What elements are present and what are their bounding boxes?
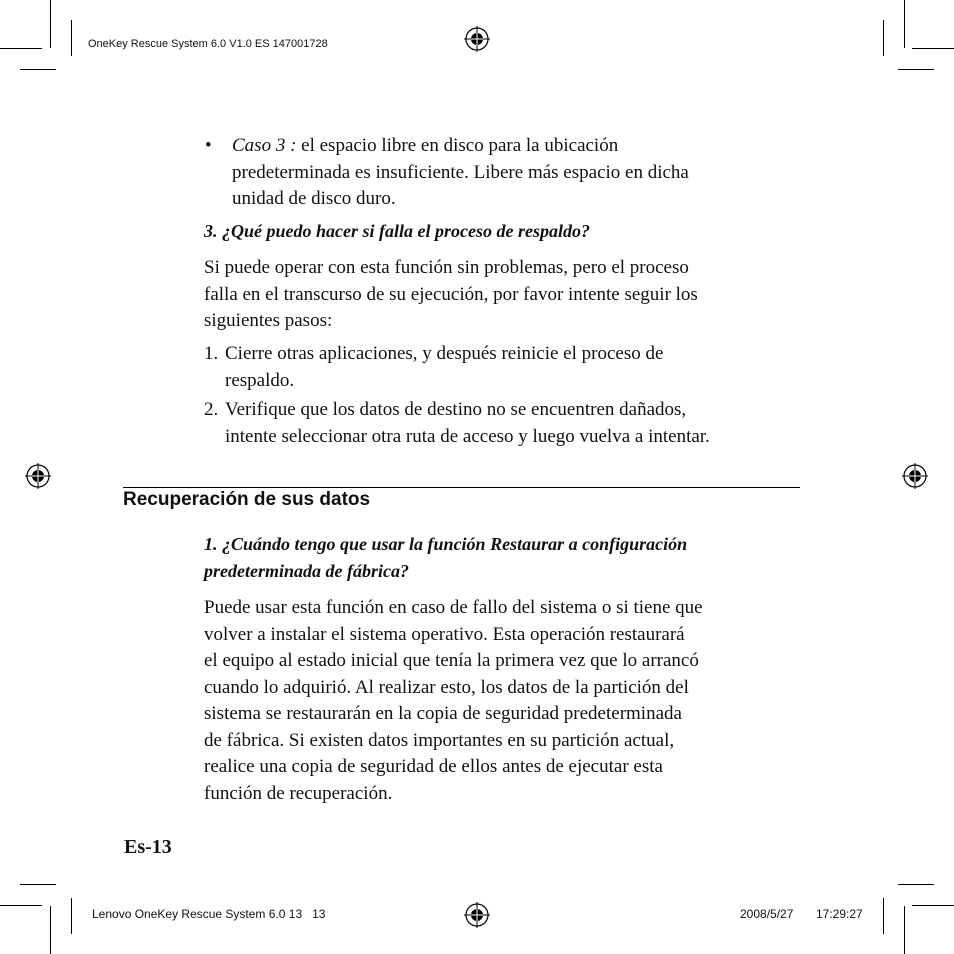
step-item [225,341,663,394]
crop-mark [20,69,56,70]
bullet-marker: • [205,135,212,156]
paragraph-line: siguientes pasos: [204,310,333,331]
step-line: respaldo. [225,369,295,391]
registration-mark-icon [25,463,51,489]
registration-mark-icon [902,463,928,489]
crop-mark [904,906,905,954]
paragraph-line: volver a instalar el sistema operativo. Esta operación restaurará [204,623,685,645]
slug-top: OneKey Rescue System 6.0 V1.0 ES 147001728 [88,38,328,50]
question-line: predeterminada de fábrica? [204,561,409,581]
registration-mark-icon [464,902,490,928]
question-line: 1. ¿Cuándo tengo que usar la función Restaurar a configuración [204,534,688,554]
question-heading: 3. ¿Qué puedo hacer si falla el proceso de respaldo? [204,221,590,241]
crop-mark [20,884,56,885]
bullet-line: el espacio libre en disco para la ubicación [296,135,619,156]
page-number: Es-13 [124,836,172,858]
crop-mark [912,48,954,49]
bullet-line: unidad de disco duro. [232,188,396,209]
paragraph [204,255,698,335]
crop-mark [0,48,42,49]
step-line: Cierre otras aplicaciones, y después reinicie el proceso de [225,343,664,364]
crop-mark [904,0,905,48]
slug-bottom-time: 17:29:27 [816,907,863,921]
step-number: 1. [204,343,219,364]
crop-mark [883,20,884,56]
paragraph-line: función de recuperación. [204,782,393,804]
crop-mark [50,906,51,954]
crop-mark [912,905,954,906]
crop-mark [50,0,51,48]
registration-mark-icon [464,26,490,52]
paragraph-line: sistema se restaurarán en la copia de seguridad predeterminada [204,703,682,724]
bullet-item-caso-3 [232,133,812,213]
slug-bottom-date: 2008/5/27 [740,907,794,921]
question-heading [204,531,687,585]
paragraph [204,595,703,807]
paragraph-line: de fábrica. Si existen datos importantes en su partición actual, [204,729,675,751]
crop-mark [71,20,72,56]
crop-mark [0,905,42,906]
crop-mark [898,884,934,885]
slug-bottom-file: Lenovo OneKey Rescue System 6.0 13 13 [92,907,326,921]
paragraph-line: cuando lo adquirió. Al realizar esto, los datos de la partición del [204,676,689,698]
paragraph-line: Puede usar esta función en caso de fallo del sistema o si tiene que [204,597,703,618]
step-line: intente seleccionar otra ruta de acceso y luego vuelva a intentar. [225,425,710,447]
step-item [225,397,710,450]
section-title: Recuperación de sus datos [123,489,371,510]
step-number: 2. [204,399,219,420]
crop-mark [898,69,934,70]
bullet-label: Caso 3 : [232,135,297,156]
paragraph-line: realice una copia de seguridad de ellos antes de ejecutar esta [204,756,663,777]
crop-mark [71,898,72,934]
step-line: Verifique que los datos de destino no se encuentren dañados, [225,399,687,420]
paragraph-line: falla en el transcurso de su ejecución, por favor intente seguir los [204,283,698,305]
paragraph-line: Si puede operar con esta función sin problemas, pero el proceso [204,257,689,278]
crop-mark [883,898,884,934]
bullet-line: predeterminada es insuficiente. Libere más espacio en dicha [232,161,689,183]
section-rule [123,487,800,488]
paragraph-line: el equipo al estado inicial que tenía la primera vez que lo arrancó [204,650,699,671]
